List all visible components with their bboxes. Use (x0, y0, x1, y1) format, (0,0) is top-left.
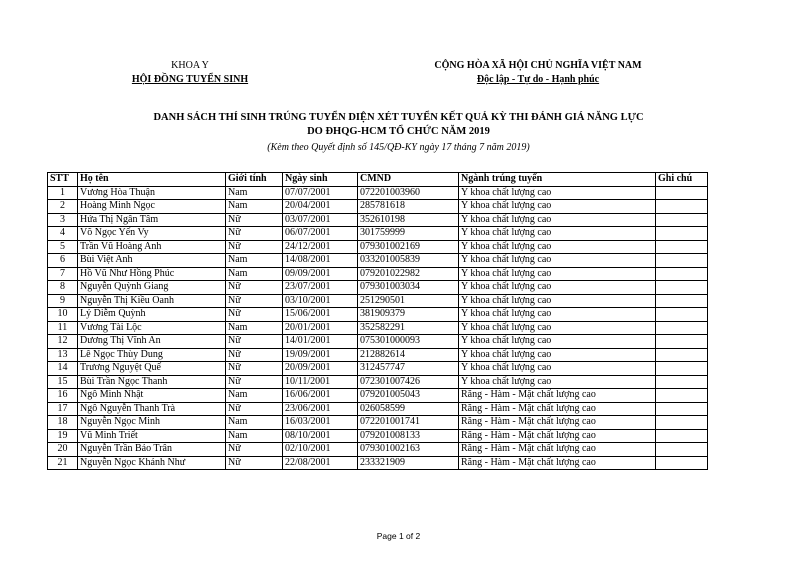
id-cell: 301759999 (358, 227, 459, 241)
name-cell: Võ Ngọc Yến Vy (78, 227, 226, 241)
table-row (48, 416, 708, 430)
gender-cell: Nữ (226, 335, 283, 349)
table-row (48, 200, 708, 214)
dob-cell: 15/06/2001 (283, 308, 358, 322)
note-cell (656, 240, 708, 254)
gender-cell: Nữ (226, 375, 283, 389)
table-row (48, 362, 708, 376)
major-cell: Y khoa chất lượng cao (459, 200, 656, 214)
faculty-name: KHOA Y (171, 60, 209, 71)
decision-note: (Kèm theo Quyết định số 145/QĐ-KY ngày 17 tháng 7 năm 2019) (267, 142, 530, 153)
name-cell: Hứa Thị Ngân Tâm (78, 213, 226, 227)
document-subtitle: DO ĐHQG-HCM TỔ CHỨC NĂM 2019 (307, 126, 490, 137)
stt-cell: 6 (48, 254, 78, 268)
name-cell: Nguyễn Thị Kiều Oanh (78, 294, 226, 308)
note-cell (656, 429, 708, 443)
dob-cell: 02/10/2001 (283, 443, 358, 457)
major-cell: Y khoa chất lượng cao (459, 240, 656, 254)
gender-cell: Nam (226, 416, 283, 430)
id-cell: 079201008133 (358, 429, 459, 443)
id-cell: 026058599 (358, 402, 459, 416)
note-cell (656, 348, 708, 362)
table-row (48, 456, 708, 470)
stt-cell: 20 (48, 443, 78, 457)
dob-cell: 09/09/2001 (283, 267, 358, 281)
id-cell: 072201003960 (358, 186, 459, 200)
stt-cell: 18 (48, 416, 78, 430)
note-cell (656, 186, 708, 200)
dob-cell: 23/07/2001 (283, 281, 358, 295)
table-row (48, 321, 708, 335)
stt-cell: 9 (48, 294, 78, 308)
gender-cell: Nam (226, 429, 283, 443)
id-cell: 079201005043 (358, 389, 459, 403)
table-row (48, 227, 708, 241)
column-header: Giới tính (226, 173, 283, 187)
gender-cell: Nữ (226, 308, 283, 322)
stt-cell: 16 (48, 389, 78, 403)
major-cell: Y khoa chất lượng cao (459, 186, 656, 200)
major-cell: Y khoa chất lượng cao (459, 281, 656, 295)
table-row (48, 186, 708, 200)
name-cell: Vũ Minh Triết (78, 429, 226, 443)
major-cell: Y khoa chất lượng cao (459, 254, 656, 268)
note-cell (656, 254, 708, 268)
major-cell: Răng - Hàm - Mặt chất lượng cao (459, 456, 656, 470)
gender-cell: Nữ (226, 213, 283, 227)
id-cell: 233321909 (358, 456, 459, 470)
name-cell: Dương Thị Vĩnh An (78, 335, 226, 349)
stt-cell: 19 (48, 429, 78, 443)
note-cell (656, 456, 708, 470)
table-row (48, 348, 708, 362)
gender-cell: Nữ (226, 402, 283, 416)
stt-cell: 12 (48, 335, 78, 349)
gender-cell: Nữ (226, 443, 283, 457)
name-cell: Trần Vũ Hoàng Anh (78, 240, 226, 254)
major-cell: Răng - Hàm - Mặt chất lượng cao (459, 416, 656, 430)
column-header: Họ tên (78, 173, 226, 187)
note-cell (656, 294, 708, 308)
stt-cell: 2 (48, 200, 78, 214)
column-header: Ghi chú (656, 173, 708, 187)
faculty-header (120, 59, 260, 87)
name-cell: Nguyễn Ngọc Minh (78, 416, 226, 430)
national-header (408, 59, 668, 87)
major-cell: Răng - Hàm - Mặt chất lượng cao (459, 429, 656, 443)
note-cell (656, 227, 708, 241)
dob-cell: 07/07/2001 (283, 186, 358, 200)
table-row (48, 294, 708, 308)
column-header: STT (48, 173, 78, 187)
gender-cell: Nam (226, 254, 283, 268)
gender-cell: Nam (226, 200, 283, 214)
major-cell: Y khoa chất lượng cao (459, 362, 656, 376)
name-cell: Hồ Vũ Như Hồng Phúc (78, 267, 226, 281)
motto: Độc lập - Tự do - Hạnh phúc (476, 74, 600, 85)
id-cell: 381909379 (358, 308, 459, 322)
name-cell: Vương Tài Lộc (78, 321, 226, 335)
dob-cell: 20/01/2001 (283, 321, 358, 335)
dob-cell: 23/06/2001 (283, 402, 358, 416)
name-cell: Bùi Việt Anh (78, 254, 226, 268)
dob-cell: 14/08/2001 (283, 254, 358, 268)
column-header: Ngành trúng tuyển (459, 173, 656, 187)
major-cell: Y khoa chất lượng cao (459, 213, 656, 227)
id-cell: 075301000093 (358, 335, 459, 349)
note-cell (656, 389, 708, 403)
gender-cell: Nam (226, 389, 283, 403)
dob-cell: 16/03/2001 (283, 416, 358, 430)
gender-cell: Nam (226, 321, 283, 335)
name-cell: Trương Nguyệt Quế (78, 362, 226, 376)
gender-cell: Nữ (226, 240, 283, 254)
gender-cell: Nữ (226, 294, 283, 308)
note-cell (656, 200, 708, 214)
dob-cell: 24/12/2001 (283, 240, 358, 254)
note-cell (656, 416, 708, 430)
dob-cell: 03/07/2001 (283, 213, 358, 227)
table-row (48, 375, 708, 389)
stt-cell: 8 (48, 281, 78, 295)
column-header: CMND (358, 173, 459, 187)
gender-cell: Nữ (226, 362, 283, 376)
name-cell: Bùi Trần Ngọc Thanh (78, 375, 226, 389)
id-cell: 079301003034 (358, 281, 459, 295)
table-row (48, 335, 708, 349)
major-cell: Y khoa chất lượng cao (459, 375, 656, 389)
id-cell: 072301007426 (358, 375, 459, 389)
stt-cell: 11 (48, 321, 78, 335)
note-cell (656, 443, 708, 457)
major-cell: Răng - Hàm - Mặt chất lượng cao (459, 389, 656, 403)
id-cell: 079301002163 (358, 443, 459, 457)
stt-cell: 13 (48, 348, 78, 362)
id-cell: 072201001741 (358, 416, 459, 430)
stt-cell: 3 (48, 213, 78, 227)
dob-cell: 03/10/2001 (283, 294, 358, 308)
name-cell: Ngô Minh Nhật (78, 389, 226, 403)
note-cell (656, 213, 708, 227)
council-name: HỘI ĐỒNG TUYỂN SINH (131, 74, 249, 85)
name-cell: Nguyễn Trần Bảo Trân (78, 443, 226, 457)
note-cell (656, 308, 708, 322)
stt-cell: 7 (48, 267, 78, 281)
note-cell (656, 267, 708, 281)
dob-cell: 14/01/2001 (283, 335, 358, 349)
table-row (48, 254, 708, 268)
name-cell: Nguyễn Ngọc Khánh Như (78, 456, 226, 470)
note-cell (656, 362, 708, 376)
major-cell: Y khoa chất lượng cao (459, 308, 656, 322)
note-cell (656, 402, 708, 416)
dob-cell: 08/10/2001 (283, 429, 358, 443)
table-header-row (48, 173, 708, 187)
table-row (48, 429, 708, 443)
dob-cell: 20/04/2001 (283, 200, 358, 214)
table-row (48, 308, 708, 322)
id-cell: 033201005839 (358, 254, 459, 268)
major-cell: Y khoa chất lượng cao (459, 335, 656, 349)
stt-cell: 14 (48, 362, 78, 376)
name-cell: Ngô Nguyễn Thanh Trà (78, 402, 226, 416)
gender-cell: Nam (226, 267, 283, 281)
table-row (48, 240, 708, 254)
dob-cell: 16/06/2001 (283, 389, 358, 403)
dob-cell: 20/09/2001 (283, 362, 358, 376)
table-body (48, 186, 708, 470)
id-cell: 079201022982 (358, 267, 459, 281)
page-number: Page 1 of 2 (376, 531, 421, 541)
column-header: Ngày sinh (283, 173, 358, 187)
stt-cell: 5 (48, 240, 78, 254)
table-row (48, 389, 708, 403)
stt-cell: 15 (48, 375, 78, 389)
table-row (48, 281, 708, 295)
table-row (48, 443, 708, 457)
name-cell: Lê Ngọc Thùy Dung (78, 348, 226, 362)
major-cell: Y khoa chất lượng cao (459, 294, 656, 308)
id-cell: 352610198 (358, 213, 459, 227)
note-cell (656, 335, 708, 349)
country-name: CỘNG HÒA XÃ HỘI CHỦ NGHĨA VIỆT NAM (434, 60, 642, 71)
id-cell: 079301002169 (358, 240, 459, 254)
major-cell: Răng - Hàm - Mặt chất lượng cao (459, 443, 656, 457)
major-cell: Y khoa chất lượng cao (459, 267, 656, 281)
major-cell: Y khoa chất lượng cao (459, 348, 656, 362)
gender-cell: Nam (226, 186, 283, 200)
note-cell (656, 375, 708, 389)
dob-cell: 06/07/2001 (283, 227, 358, 241)
gender-cell: Nữ (226, 281, 283, 295)
name-cell: Nguyễn Quỳnh Giang (78, 281, 226, 295)
stt-cell: 17 (48, 402, 78, 416)
major-cell: Y khoa chất lượng cao (459, 321, 656, 335)
stt-cell: 4 (48, 227, 78, 241)
gender-cell: Nữ (226, 227, 283, 241)
admission-table (47, 172, 708, 470)
name-cell: Vương Hòa Thuận (78, 186, 226, 200)
id-cell: 312457747 (358, 362, 459, 376)
stt-cell: 1 (48, 186, 78, 200)
dob-cell: 10/11/2001 (283, 375, 358, 389)
table-row (48, 402, 708, 416)
major-cell: Răng - Hàm - Mặt chất lượng cao (459, 402, 656, 416)
table-row (48, 267, 708, 281)
id-cell: 285781618 (358, 200, 459, 214)
stt-cell: 21 (48, 456, 78, 470)
id-cell: 212882614 (358, 348, 459, 362)
table-row (48, 213, 708, 227)
id-cell: 352582291 (358, 321, 459, 335)
document-title: DANH SÁCH THÍ SINH TRÚNG TUYỂN DIỆN XÉT TUYỂN KẾT QUẢ KỲ THI ĐÁNH GIÁ NĂNG LỰC (153, 112, 644, 123)
gender-cell: Nữ (226, 348, 283, 362)
note-cell (656, 321, 708, 335)
id-cell: 251290501 (358, 294, 459, 308)
major-cell: Y khoa chất lượng cao (459, 227, 656, 241)
stt-cell: 10 (48, 308, 78, 322)
dob-cell: 22/08/2001 (283, 456, 358, 470)
note-cell (656, 281, 708, 295)
gender-cell: Nữ (226, 456, 283, 470)
name-cell: Lý Diễm Quỳnh (78, 308, 226, 322)
name-cell: Hoàng Minh Ngọc (78, 200, 226, 214)
dob-cell: 19/09/2001 (283, 348, 358, 362)
